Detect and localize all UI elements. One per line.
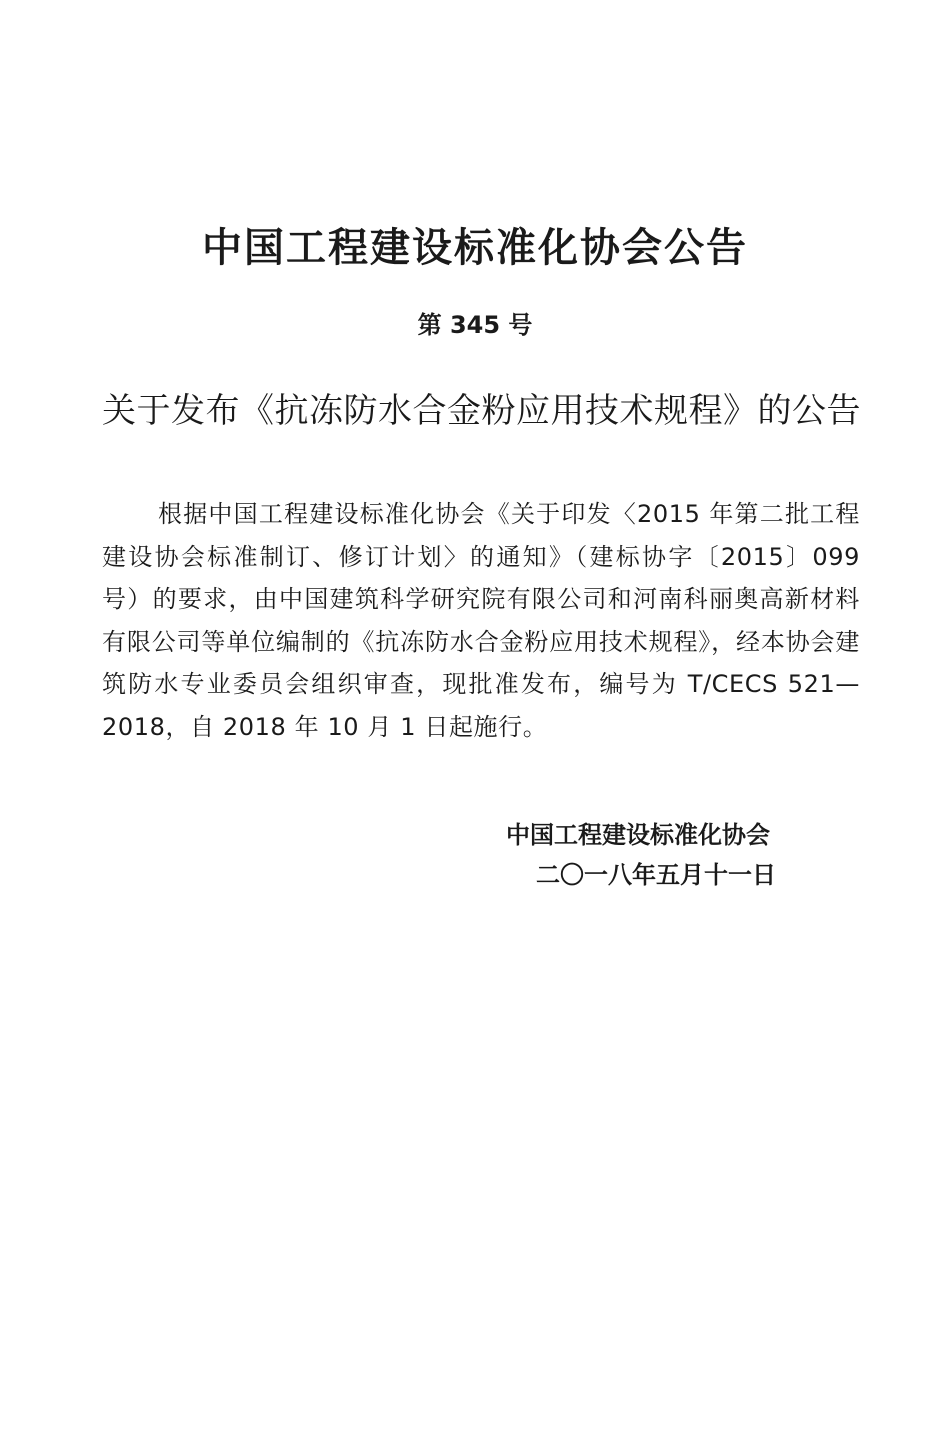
notice-subject: 关于发布《抗冻防水合金粉应用技术规程》的公告 [102,391,861,431]
notice-number: 第 345 号 [417,311,533,339]
notice-body-paragraph: 根据中国工程建设标准化协会《关于印发〈2015 年第二批工程建设协会标准制订、修订计划〉的通知》（建标协字〔2015〕099 号）的要求，由中国建筑科学研究院有限公司和河南科丽奥高新材料有限公司等单位编制的《抗冻防水合金粉应用技术规程》，经本协会建筑防水专业委员会组织审查，现批准发布，编号为 T/CECS 521—2018，自 2018 年 10 月 1 日起施行。 [102,500,860,741]
signature-issuer: 中国工程建设标准化协会 [506,821,770,849]
signature-date: 二〇一八年五月十一日 [536,861,776,889]
organization-title: 中国工程建设标准化协会公告 [202,225,748,271]
signature-block [506,815,806,895]
